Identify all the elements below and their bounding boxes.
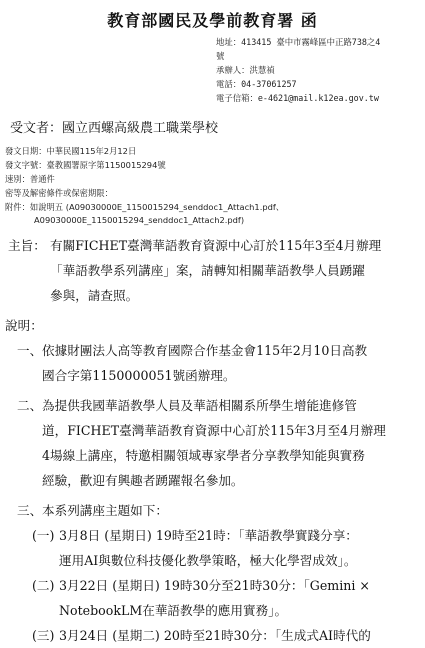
contact-person: 承辦人：洪慧禎 [216,65,275,75]
secrecy-level: 密等及解密條件或保密期限： [5,188,113,198]
explanation-label: 說明： [5,318,43,333]
item-1-line-2: 國合字第1150000051號函辦理。 [42,368,236,383]
address-continued: 號 [216,51,225,61]
subject-label: 主旨： [8,238,46,253]
delivery-speed: 速別：普通件 [5,174,55,184]
topic-3-line-1: 3月24日 (星期二) 20時至21時30分：「生成式AI時代的 [59,628,371,643]
document-number: 發文字號：臺教國署原字第1150015294號 [5,160,166,170]
topic-2-line-2: NotebookLM在華語教學的應用實務」。 [59,603,288,618]
email: 電子信箱：e-4621@mail.k12ea.gov.tw [216,93,379,103]
item-3-line-1: 本系列講座主題如下： [42,503,168,518]
topic-2-line-1: 3月22日 (星期日) 19時30分至21時30分：「Gemini × [59,578,370,593]
document-title: 教育部國民及學前教育署 函 [107,11,318,30]
attachment-line-1: 附件：如說明五 (A09030000E_1150015294_senddoc1_Attach1.pdf、 [5,202,285,212]
item-3-number: 三、 [17,503,43,518]
subject-line-2: 「華語教學系列講座」案，請轉知相關華語教學人員踴躍 [50,263,365,278]
item-1-number: 一、 [17,343,43,358]
recipient: 受文者：國立西螺高級農工職業學校 [10,121,219,136]
address: 地址：413415 臺中市霧峰區中正路738之4 [216,37,381,47]
item-2-line-3: 4場線上講座，特邀相關領域專家學者分享教學知能與實務 [42,448,365,463]
topic-1-number: (一) [32,528,55,543]
topic-1-line-2: 運用AI與數位科技優化教學策略，極大化學習成效」。 [59,553,357,568]
issue-date: 發文日期：中華民國115年2月12日 [5,146,137,156]
item-2-line-4: 經驗，歡迎有興趣者踴躍報名參加。 [42,473,244,488]
item-1-line-1: 依據財團法人高等教育國際合作基金會115年2月10日高教 [42,343,368,358]
topic-1-line-1: 3月8日 (星期日) 19時至21時：「華語教學實踐分享： [59,528,358,543]
attachment-line-2: A09030000E_1150015294_senddoc1_Attach2.pdf) [34,215,245,225]
topic-2-number: (二) [32,578,55,593]
item-2-line-2: 道，FICHET臺灣華語教育資源中心訂於115年3月至4月辦理 [42,423,386,438]
subject-line-3: 參與，請查照。 [50,288,139,303]
item-2-number: 二、 [17,398,43,413]
topic-3-number: (三) [32,628,55,643]
item-2-line-1: 為提供我國華語教學人員及華語相關系所學生增能進修管 [42,398,357,413]
phone: 電話：04-37061257 [216,79,297,89]
subject-line-1: 有關FICHET臺灣華語教育資源中心訂於115年3至4月辦理 [50,238,382,253]
